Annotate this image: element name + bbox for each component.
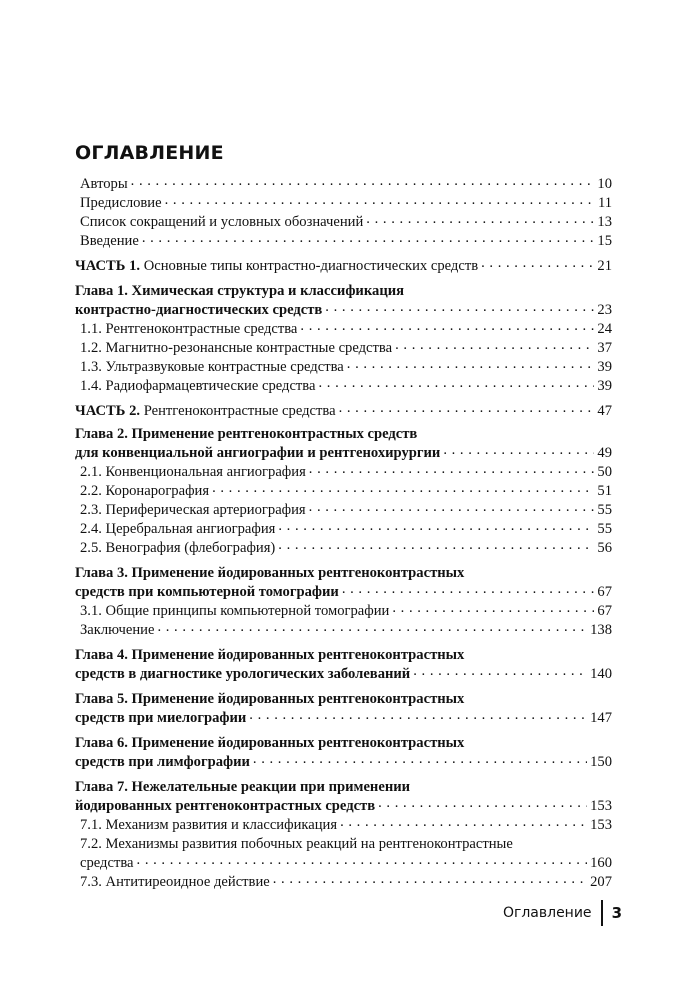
chapter-7-entry[interactable] xyxy=(75,797,612,816)
running-header-label: Оглавление xyxy=(502,905,592,921)
toc-title: Предисловие xyxy=(80,195,162,211)
page-number: 3 xyxy=(611,904,622,922)
toc-page: 140 xyxy=(590,666,612,682)
toc-entry[interactable] xyxy=(75,621,612,640)
toc-page: 11 xyxy=(597,195,612,211)
toc-page: 150 xyxy=(590,754,612,770)
toc-page: 55 xyxy=(597,521,612,537)
toc-page: 49 xyxy=(597,445,612,461)
chapter-5-title-line2: средств при миелографии xyxy=(75,710,247,726)
chapter-1-title-line2: контрастно-диагностических средств xyxy=(75,302,323,318)
part-title: Рентгеноконтрастные средства xyxy=(143,403,336,419)
toc-entry[interactable] xyxy=(75,482,612,501)
toc-title: Введение xyxy=(80,233,139,249)
toc-title: 1.2. Магнитно-резонансные контрастные средства xyxy=(80,340,393,356)
toc-entry[interactable] xyxy=(75,501,612,520)
toc-title: Заключение xyxy=(80,622,155,638)
toc-entry[interactable] xyxy=(75,539,612,558)
chapter-5-entry[interactable] xyxy=(75,709,612,728)
table-of-contents xyxy=(75,175,612,892)
chapter-4-title-line1[interactable]: Глава 4. Применение йодированных рентгеноконтрастных xyxy=(75,647,465,663)
chapter-2-title-line1[interactable]: Глава 2. Применение рентгеноконтрастных средств xyxy=(75,426,418,442)
toc-entry[interactable] xyxy=(75,520,612,539)
toc-title: 2.5. Венография (флебография) xyxy=(80,540,276,556)
chapter-4-entry[interactable] xyxy=(75,665,612,684)
chapter-6-title-line1[interactable]: Глава 6. Применение йодированных рентгеноконтрастных xyxy=(75,735,465,751)
page-footer xyxy=(503,900,622,926)
toc-entry-7-2-line1[interactable] xyxy=(75,835,612,854)
toc-page: 39 xyxy=(597,378,612,394)
chapter-3-title-line1[interactable]: Глава 3. Применение йодированных рентгеноконтрастных xyxy=(75,565,465,581)
chapter-7-title-line1[interactable]: Глава 7. Нежелательные реакции при применении xyxy=(75,779,411,795)
toc-title: Авторы xyxy=(80,176,128,192)
toc-entry[interactable] xyxy=(75,358,612,377)
part-label: ЧАСТЬ 1. xyxy=(75,258,141,274)
toc-entry[interactable] xyxy=(75,463,612,482)
chapter-5-title-line1[interactable]: Глава 5. Применение йодированных рентгеноконтрастных xyxy=(75,691,465,707)
toc-page: 55 xyxy=(597,502,612,518)
toc-page: 39 xyxy=(597,359,612,375)
toc-page: 21 xyxy=(597,258,612,274)
toc-entry[interactable] xyxy=(75,194,612,213)
chapter-3-title-line2: средств при компьютерной томографии xyxy=(75,584,339,600)
toc-page: 138 xyxy=(590,622,612,638)
toc-page: 47 xyxy=(597,403,612,419)
toc-title: 7.1. Механизм развития и классификация xyxy=(80,817,338,833)
toc-entry[interactable] xyxy=(75,816,612,835)
toc-entry-7-2[interactable] xyxy=(75,854,612,873)
toc-entry[interactable] xyxy=(75,320,612,339)
footer-divider xyxy=(601,900,603,926)
toc-page: 147 xyxy=(590,710,612,726)
part-label: ЧАСТЬ 2. xyxy=(75,403,141,419)
chapter-4-title-line2: средств в диагностике урологических заболеваний xyxy=(75,666,411,682)
toc-page: 153 xyxy=(590,817,612,833)
toc-page: 24 xyxy=(597,321,612,337)
chapter-6-title-line2: средств при лимфографии xyxy=(75,754,250,770)
toc-page: 207 xyxy=(590,874,612,890)
toc-entry[interactable] xyxy=(75,873,612,892)
toc-title: 1.1. Рентгеноконтрастные средства xyxy=(80,321,298,337)
toc-page: 37 xyxy=(597,340,612,356)
toc-title: 2.4. Церебральная ангиография xyxy=(80,521,276,537)
toc-page: 153 xyxy=(590,798,612,814)
toc-entry[interactable] xyxy=(75,602,612,621)
chapter-2-entry[interactable] xyxy=(75,444,612,463)
toc-title: 2.3. Периферическая артериография xyxy=(80,502,306,518)
toc-entry[interactable] xyxy=(75,377,612,396)
toc-title: 1.3. Ультразвуковые контрастные средства xyxy=(80,359,344,375)
toc-title: средства xyxy=(80,855,134,871)
toc-title: 7.2. Механизмы развития побочных реакций на рентгеноконтрастные xyxy=(80,836,513,852)
chapter-2-title-line2: для конвенциальной ангиографии и рентгенохирургии xyxy=(75,445,441,461)
part-title: Основные типы контрастно-диагностических средств xyxy=(143,258,479,274)
toc-page: 13 xyxy=(597,214,612,230)
toc-entry[interactable] xyxy=(75,175,612,194)
toc-page: 15 xyxy=(597,233,612,249)
toc-heading: ОГЛАВЛЕНИЕ xyxy=(75,142,224,164)
toc-title: 3.1. Общие принципы компьютерной томографии xyxy=(80,603,390,619)
toc-page: 160 xyxy=(590,855,612,871)
toc-page: 10 xyxy=(597,176,612,192)
chapter-6-entry[interactable] xyxy=(75,753,612,772)
toc-title: Список сокращений и условных обозначений xyxy=(80,214,364,230)
toc-page: 56 xyxy=(597,540,612,556)
chapter-7-title-line2: йодированных рентгеноконтрастных средств xyxy=(75,798,376,814)
toc-title: 1.4. Радиофармацевтические средства xyxy=(80,378,316,394)
chapter-1-entry[interactable] xyxy=(75,301,612,320)
chapter-1-title-line1[interactable]: Глава 1. Химическая структура и классификация xyxy=(75,283,405,299)
toc-title: 2.1. Конвенциональная ангиография xyxy=(80,464,306,480)
toc-title: 7.3. Антитиреоидное действие xyxy=(80,874,270,890)
toc-part-1[interactable] xyxy=(75,257,612,276)
toc-title: 2.2. Коронарография xyxy=(80,483,210,499)
toc-page: 67 xyxy=(597,584,612,600)
chapter-3-entry[interactable] xyxy=(75,583,612,602)
toc-page: 67 xyxy=(597,603,612,619)
toc-page: 23 xyxy=(597,302,612,318)
toc-page: 51 xyxy=(597,483,612,499)
toc-part-2[interactable] xyxy=(75,402,612,421)
toc-page: 50 xyxy=(597,464,612,480)
toc-entry[interactable] xyxy=(75,339,612,358)
toc-entry[interactable] xyxy=(75,232,612,251)
toc-entry[interactable] xyxy=(75,213,612,232)
